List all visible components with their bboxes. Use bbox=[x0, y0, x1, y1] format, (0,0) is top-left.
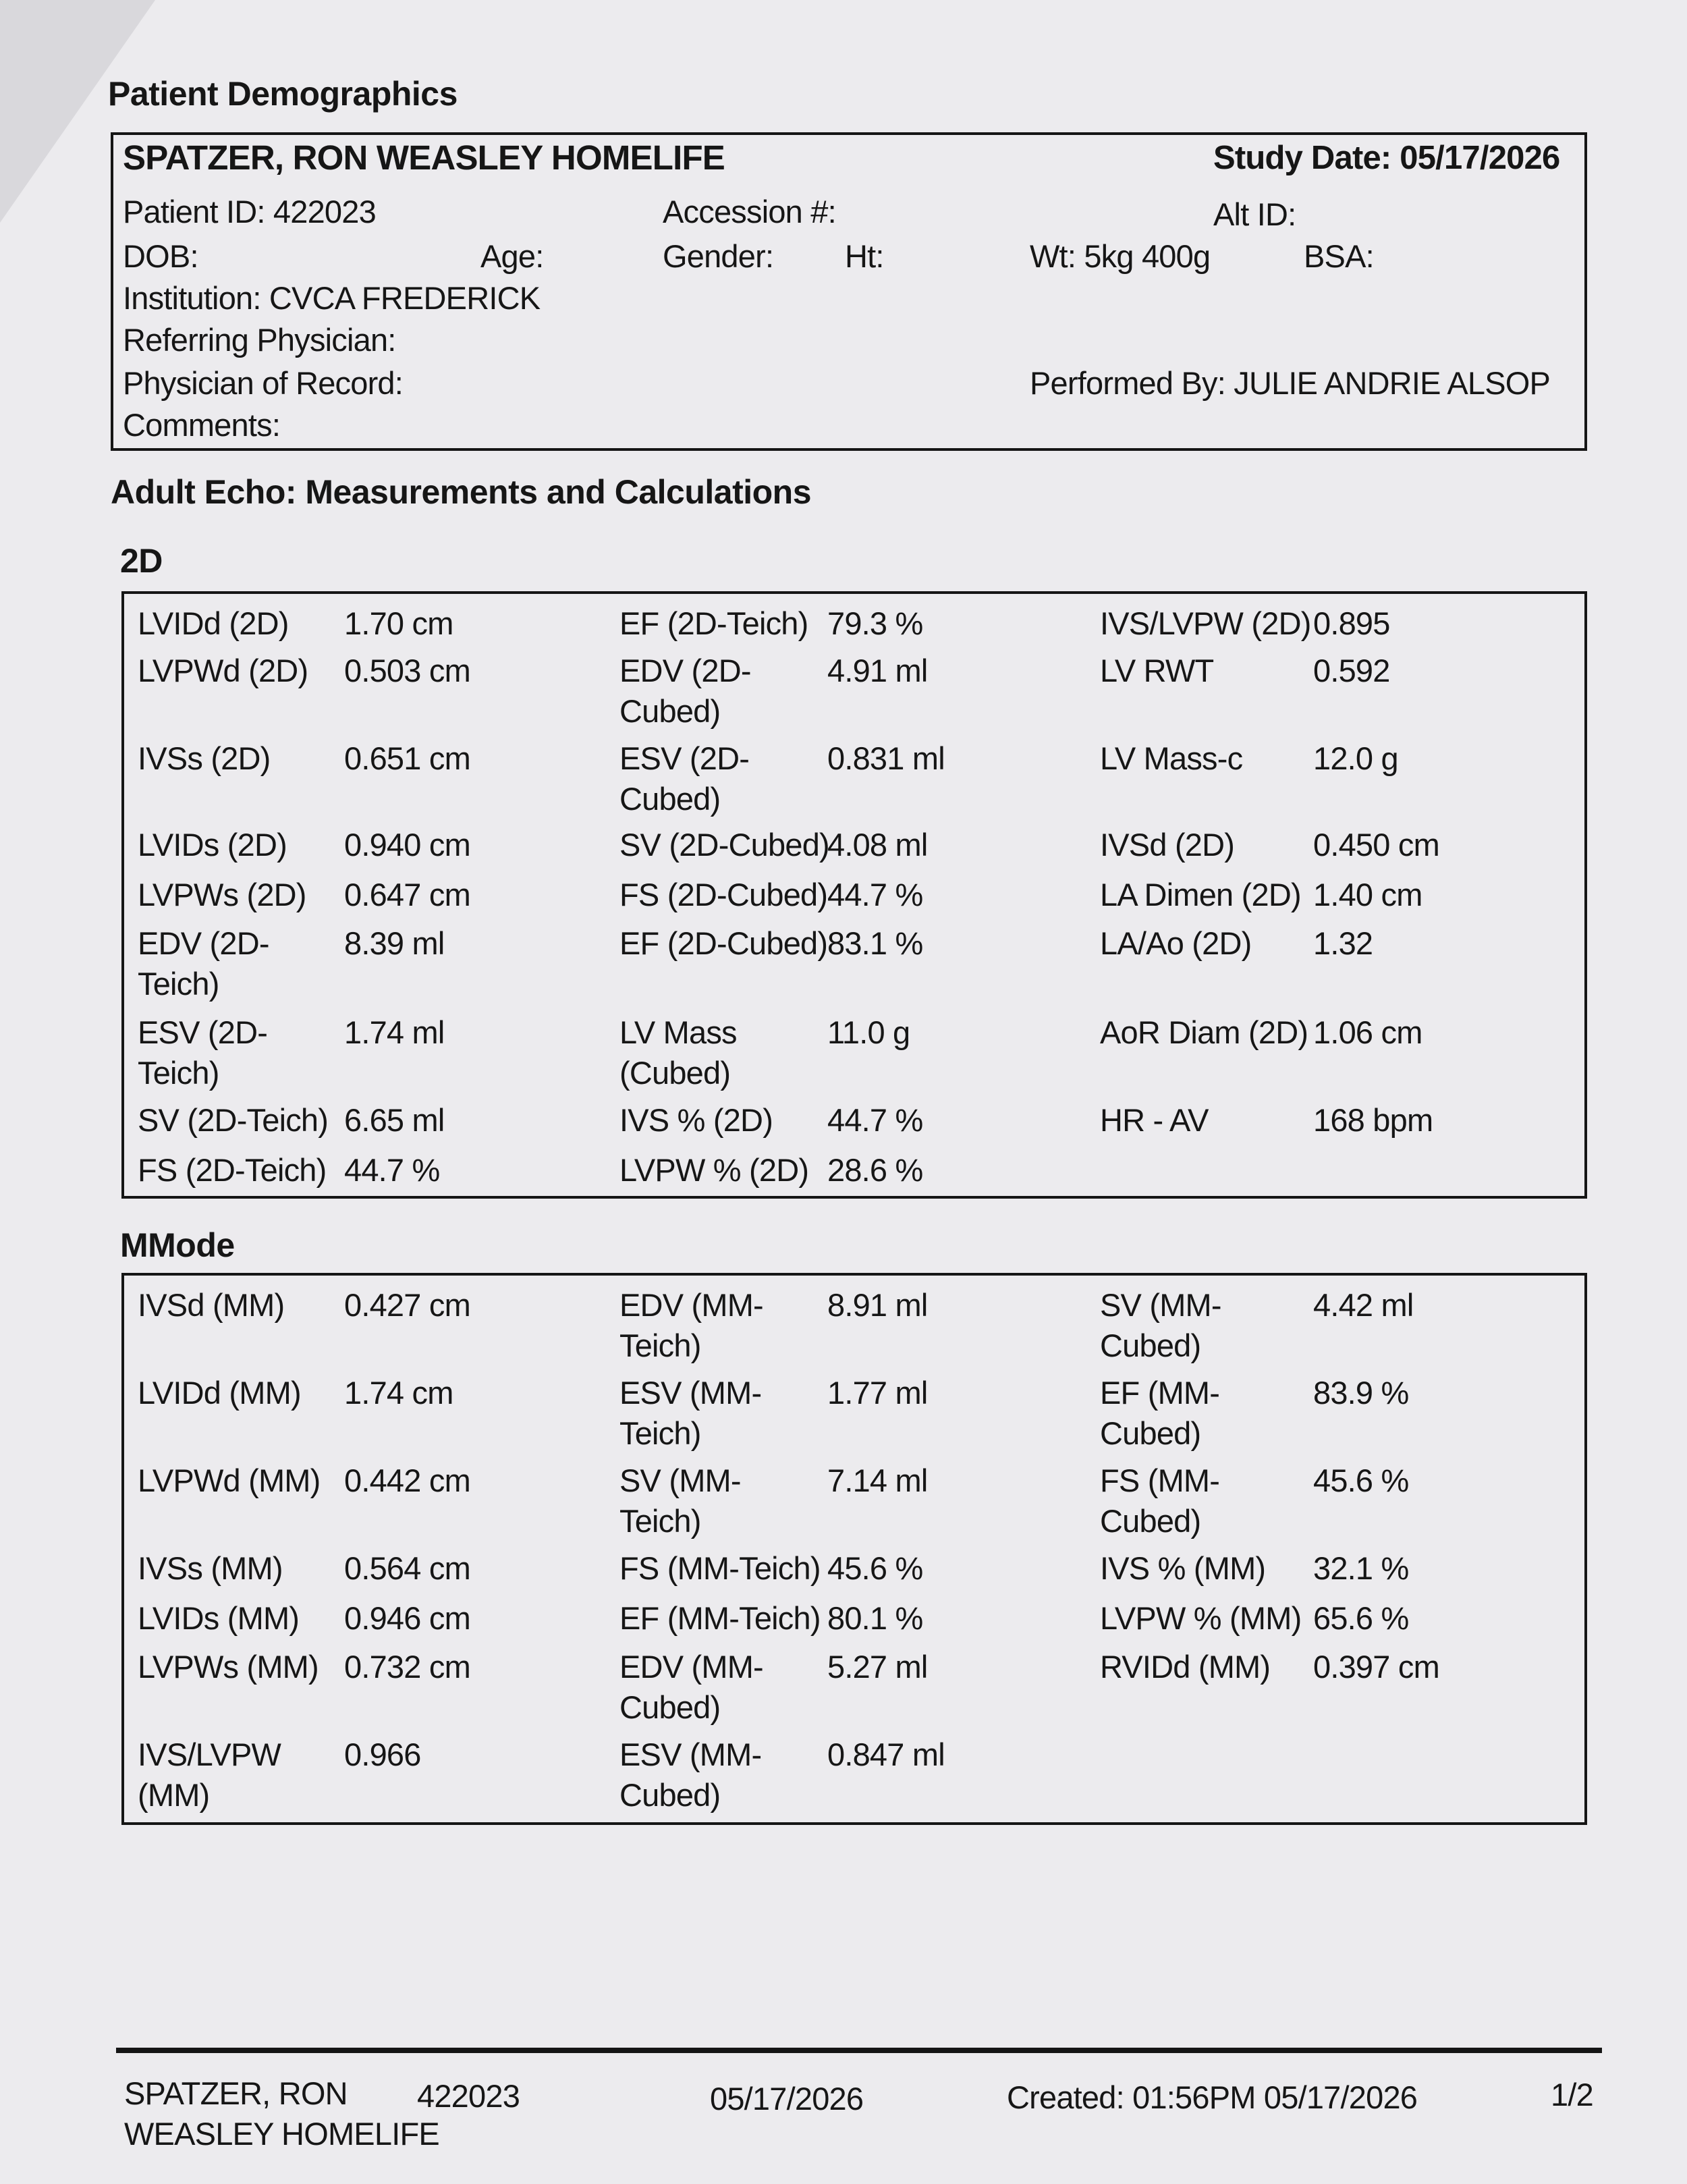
measurement-2d-value: 44.7 % bbox=[827, 877, 923, 912]
patient-name: SPATZER, RON WEASLEY HOMELIFE bbox=[123, 138, 725, 177]
measurement-2d-label: LVPW % (2D) bbox=[619, 1152, 809, 1188]
measurement-mm-value: 7.14 ml bbox=[827, 1463, 928, 1498]
measurement-2d-label: FS (2D-Cubed) bbox=[619, 877, 828, 912]
referring-physician: Referring Physician: bbox=[123, 322, 396, 358]
accession-number: Accession #: bbox=[663, 194, 836, 229]
measurement-2d-label: FS (2D-Teich) bbox=[138, 1152, 327, 1188]
measurement-mm-value: 80.1 % bbox=[827, 1600, 923, 1636]
measurement-mm-value: 8.91 ml bbox=[827, 1287, 928, 1323]
measurement-2d-label: EDV (2D- Cubed) bbox=[619, 653, 751, 729]
measurement-2d-value: 4.08 ml bbox=[827, 827, 928, 863]
measurement-2d-value: 0.450 cm bbox=[1313, 827, 1439, 863]
measurement-mm-label: LVIDd (MM) bbox=[138, 1375, 301, 1411]
measurement-2d-value: 0.592 bbox=[1313, 653, 1390, 688]
physician-of-record: Physician of Record: bbox=[123, 365, 404, 401]
measurement-mm-value: 0.847 ml bbox=[827, 1737, 945, 1772]
measurement-mm-label: EDV (MM- Teich) bbox=[619, 1287, 763, 1363]
measurement-mm-label: EDV (MM- Cubed) bbox=[619, 1649, 763, 1725]
age: Age: bbox=[480, 238, 544, 274]
measurement-2d-label: ESV (2D- Teich) bbox=[138, 1014, 268, 1091]
measurement-mm-value: 0.564 cm bbox=[344, 1550, 470, 1586]
measurement-2d-label: IVS % (2D) bbox=[619, 1102, 773, 1138]
study-date: Study Date: 05/17/2026 bbox=[1213, 140, 1560, 176]
measurement-mm-value: 45.6 % bbox=[827, 1550, 923, 1586]
bsa: BSA: bbox=[1304, 238, 1374, 274]
footer-study-date: 05/17/2026 bbox=[710, 2081, 864, 2117]
measurement-2d-label: IVSs (2D) bbox=[138, 740, 271, 776]
measurement-2d-label: IVS/LVPW (2D) bbox=[1100, 605, 1311, 641]
measurement-mm-value: 1.74 cm bbox=[344, 1375, 453, 1411]
measurement-2d-value: 0.503 cm bbox=[344, 653, 470, 688]
measurement-mm-label: FS (MM- Cubed) bbox=[1100, 1463, 1220, 1539]
footer-created: Created: 01:56PM 05/17/2026 bbox=[1007, 2079, 1418, 2115]
measurement-2d-value: 1.06 cm bbox=[1313, 1014, 1422, 1050]
measurement-2d-label: EF (2D-Cubed) bbox=[619, 925, 828, 961]
measurement-2d-label: LV RWT bbox=[1100, 653, 1214, 688]
footer-patient-id: 422023 bbox=[417, 2078, 520, 2114]
weight: Wt: 5kg 400g bbox=[1030, 238, 1211, 274]
footer-divider bbox=[116, 2048, 1602, 2053]
dob: DOB: bbox=[123, 238, 198, 274]
measurement-mm-label: IVS/LVPW (MM) bbox=[138, 1737, 281, 1813]
gender: Gender: bbox=[663, 238, 774, 274]
measurement-2d-label: SV (2D-Teich) bbox=[138, 1102, 329, 1138]
measurement-2d-label: EF (2D-Teich) bbox=[619, 605, 808, 641]
measurement-mm-value: 83.9 % bbox=[1313, 1375, 1409, 1411]
measurement-2d-value: 0.831 ml bbox=[827, 740, 945, 776]
measurement-mm-value: 0.966 bbox=[344, 1737, 421, 1772]
measurement-mm-label: LVIDs (MM) bbox=[138, 1600, 300, 1636]
measurement-mm-label: RVIDd (MM) bbox=[1100, 1649, 1271, 1685]
alt-id: Alt ID: bbox=[1213, 196, 1296, 232]
measurement-2d-value: 11.0 g bbox=[827, 1014, 910, 1050]
demographics-heading: Patient Demographics bbox=[108, 75, 458, 113]
measurement-2d-value: 12.0 g bbox=[1313, 740, 1398, 776]
measurement-mm-value: 32.1 % bbox=[1313, 1550, 1409, 1586]
measurement-2d-value: 28.6 % bbox=[827, 1152, 923, 1188]
measurement-2d-value: 0.940 cm bbox=[344, 827, 470, 863]
measurement-mm-label: LVPW % (MM) bbox=[1100, 1600, 1302, 1636]
measurement-2d-value: 0.647 cm bbox=[344, 877, 470, 912]
measurement-2d-value: 1.32 bbox=[1313, 925, 1373, 961]
measurement-2d-label: LA Dimen (2D) bbox=[1100, 877, 1301, 912]
height: Ht: bbox=[845, 238, 884, 274]
measurement-2d-value: 1.70 cm bbox=[344, 605, 453, 641]
measurement-2d-value: 79.3 % bbox=[827, 605, 923, 641]
measurement-mm-value: 0.732 cm bbox=[344, 1649, 470, 1685]
measurement-mm-value: 1.77 ml bbox=[827, 1375, 928, 1411]
measurement-2d-value: 83.1 % bbox=[827, 925, 923, 961]
measurement-mm-value: 5.27 ml bbox=[827, 1649, 928, 1685]
measurement-mm-label: ESV (MM- Teich) bbox=[619, 1375, 762, 1451]
footer-patient-name: SPATZER, RON WEASLEY HOMELIFE bbox=[124, 2075, 439, 2152]
measurement-2d-value: 0.651 cm bbox=[344, 740, 470, 776]
measurement-2d-label: HR - AV bbox=[1100, 1102, 1209, 1138]
measurement-mm-label: SV (MM- Teich) bbox=[619, 1463, 741, 1539]
section-mmode-heading: MMode bbox=[120, 1226, 235, 1264]
measurement-mm-label: LVPWd (MM) bbox=[138, 1463, 321, 1498]
measurement-2d-value: 44.7 % bbox=[827, 1102, 923, 1138]
measurement-2d-label: LA/Ao (2D) bbox=[1100, 925, 1252, 961]
measurement-mm-label: ESV (MM- Cubed) bbox=[619, 1737, 762, 1813]
measurement-2d-label: ESV (2D- Cubed) bbox=[619, 740, 750, 817]
measurement-2d-value: 44.7 % bbox=[344, 1152, 440, 1188]
measurement-2d-label: EDV (2D- Teich) bbox=[138, 925, 269, 1002]
institution: Institution: CVCA FREDERICK bbox=[123, 280, 541, 316]
measurement-mm-label: EF (MM- Cubed) bbox=[1100, 1375, 1220, 1451]
measurement-2d-label: IVSd (2D) bbox=[1100, 827, 1235, 863]
measurement-mm-value: 0.442 cm bbox=[344, 1463, 470, 1498]
performed-by: Performed By: JULIE ANDRIE ALSOP bbox=[1030, 365, 1551, 401]
footer-page-number: 1/2 bbox=[1551, 2077, 1593, 2112]
measurement-mm-label: LVPWs (MM) bbox=[138, 1649, 319, 1685]
echo-heading: Adult Echo: Measurements and Calculations bbox=[111, 473, 812, 511]
measurement-mm-value: 65.6 % bbox=[1313, 1600, 1409, 1636]
measurement-2d-label: LVPWd (2D) bbox=[138, 653, 308, 688]
measurement-mm-label: SV (MM- Cubed) bbox=[1100, 1287, 1221, 1363]
measurement-2d-value: 8.39 ml bbox=[344, 925, 445, 961]
measurement-2d-value: 0.895 bbox=[1313, 605, 1390, 641]
measurement-2d-label: SV (2D-Cubed) bbox=[619, 827, 829, 863]
measurement-mm-label: IVSs (MM) bbox=[138, 1550, 283, 1586]
measurement-2d-label: LVIDd (2D) bbox=[138, 605, 289, 641]
section-2d-heading: 2D bbox=[120, 542, 163, 580]
measurement-mm-value: 4.42 ml bbox=[1313, 1287, 1414, 1323]
measurement-mm-value: 45.6 % bbox=[1313, 1463, 1409, 1498]
measurement-2d-value: 1.40 cm bbox=[1313, 877, 1422, 912]
measurement-mm-value: 0.427 cm bbox=[344, 1287, 470, 1323]
patient-id: Patient ID: 422023 bbox=[123, 194, 376, 229]
measurement-2d-value: 6.65 ml bbox=[344, 1102, 445, 1138]
measurement-mm-label: FS (MM-Teich) bbox=[619, 1550, 821, 1586]
measurement-2d-value: 1.74 ml bbox=[344, 1014, 445, 1050]
measurement-2d-value: 168 bpm bbox=[1313, 1102, 1433, 1138]
measurement-2d-label: LVPWs (2D) bbox=[138, 877, 306, 912]
measurement-2d-label: LV Mass-c bbox=[1100, 740, 1243, 776]
measurement-2d-value: 4.91 ml bbox=[827, 653, 928, 688]
measurement-2d-label: LV Mass (Cubed) bbox=[619, 1014, 737, 1091]
measurement-mm-value: 0.397 cm bbox=[1313, 1649, 1439, 1685]
measurement-mm-label: EF (MM-Teich) bbox=[619, 1600, 821, 1636]
measurement-mm-label: IVS % (MM) bbox=[1100, 1550, 1266, 1586]
comments: Comments: bbox=[123, 407, 281, 443]
measurement-2d-label: AoR Diam (2D) bbox=[1100, 1014, 1308, 1050]
measurement-mm-label: IVSd (MM) bbox=[138, 1287, 285, 1323]
measurement-mm-value: 0.946 cm bbox=[344, 1600, 470, 1636]
measurement-2d-label: LVIDs (2D) bbox=[138, 827, 287, 863]
